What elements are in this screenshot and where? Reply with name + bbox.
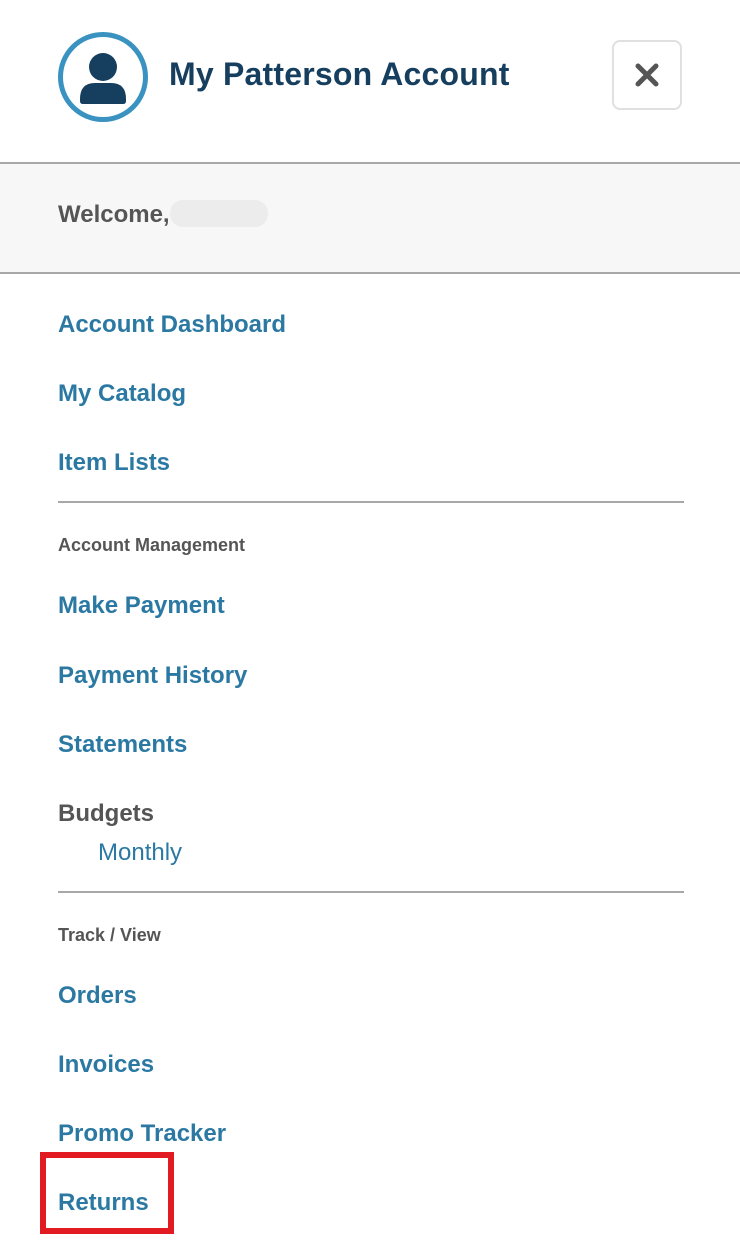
nav-my-catalog[interactable]: My Catalog	[58, 380, 187, 407]
redacted-user-name	[170, 200, 268, 227]
welcome-banner	[0, 162, 740, 274]
nav-invoices[interactable]: Invoices	[58, 1051, 155, 1078]
highlight-box	[40, 1152, 174, 1234]
divider	[58, 501, 684, 503]
nav-item-lists[interactable]: Item Lists	[58, 449, 171, 476]
nav-promo-tracker[interactable]: Promo Tracker	[58, 1120, 227, 1147]
nav-orders[interactable]: Orders	[58, 982, 137, 1009]
nav-account-dashboard[interactable]: Account Dashboard	[58, 311, 287, 338]
nav-returns[interactable]: Returns	[58, 1189, 149, 1216]
nav-payment-history[interactable]: Payment History	[58, 662, 248, 689]
nav-statements[interactable]: Statements	[58, 731, 188, 758]
account-header	[0, 0, 740, 162]
budgets-label: Budgets	[58, 800, 154, 827]
section-heading-track-view: Track / View	[58, 925, 161, 945]
divider	[58, 891, 684, 893]
welcome-text: Welcome,	[58, 201, 170, 228]
close-icon	[634, 62, 660, 88]
page-title: My Patterson Account	[169, 56, 510, 92]
user-icon	[58, 32, 148, 122]
nav-make-payment[interactable]: Make Payment	[58, 592, 225, 619]
close-button[interactable]	[612, 40, 682, 110]
section-heading-account-management: Account Management	[58, 535, 246, 555]
nav-budgets-monthly[interactable]: Monthly	[98, 839, 183, 866]
